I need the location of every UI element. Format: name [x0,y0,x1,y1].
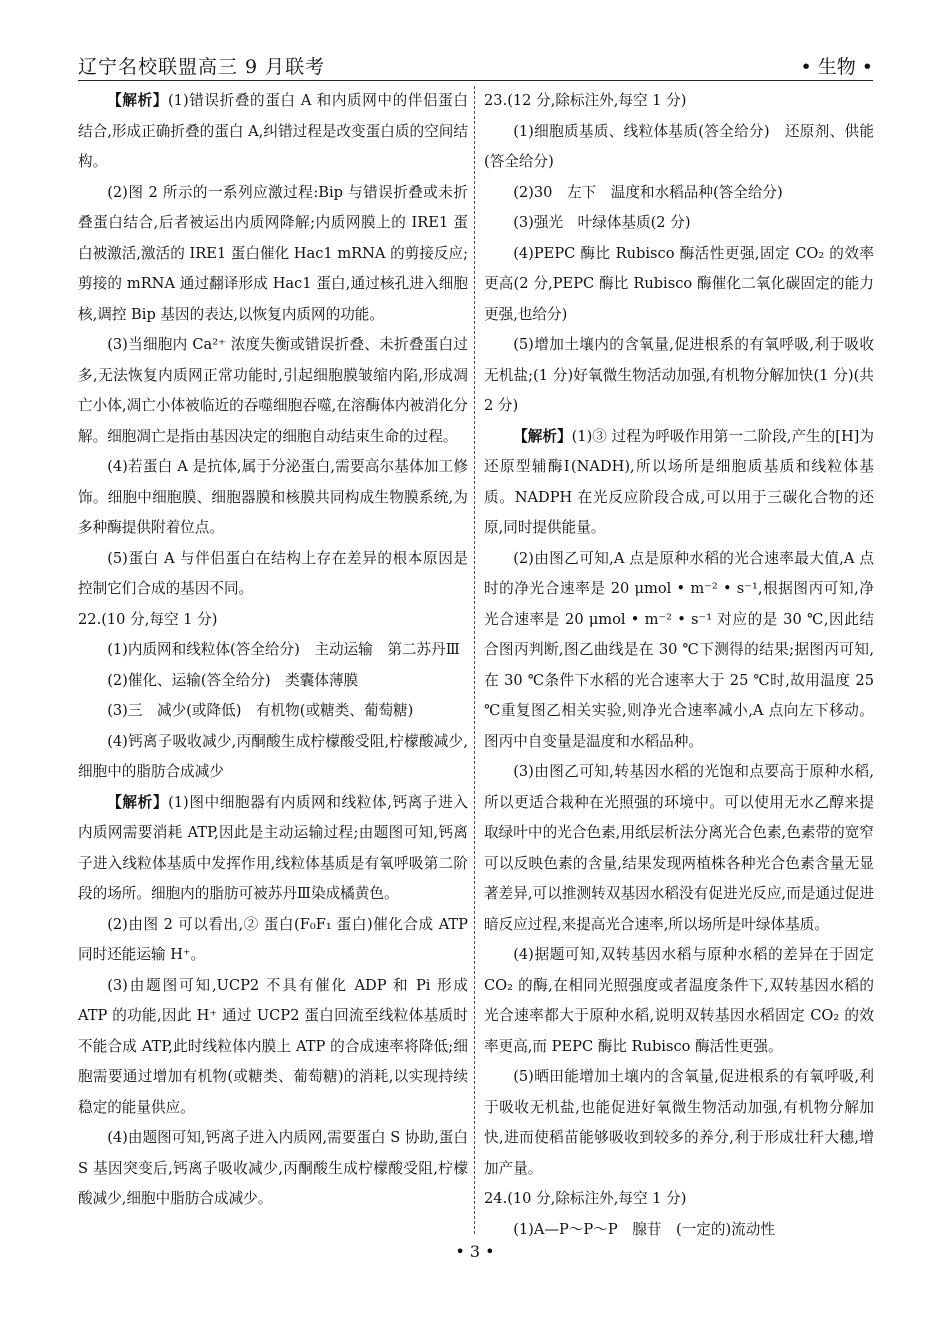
answer-paragraph [484,239,874,331]
answer-paragraph [78,727,468,788]
paragraph-text: (4)PEPC 酶比 Rubisco 酶活性更强,固定 CO₂ 的效率更高(2 分,PEPC 酶比 Rubisco 酶催化二氧化碳固定的能力更强,也给分) [484,244,874,323]
paragraph-text: (3)当细胞内 Ca²⁺ 浓度失衡或错误折叠、未折叠蛋白过多,无法恢复内质网正常功能时,引起细胞膜皱缩内陷,形成凋亡小体,凋亡小体被临近的吞噬细胞吞噬,在溶酶体内被消化分解。细胞凋亡是指由基因决定的细胞自动结束生命的过程。 [78,336,468,445]
paragraph-text: 24.(10 分,除标注外,每空 1 分) [484,1190,687,1207]
answer-paragraph [78,452,468,544]
paragraph-text: (4)据题可知,双转基因水稻与原种水稻的差异在于固定 CO₂ 的酶,在相同光照强度或者温度条件下,双转基因水稻的光合速率都大于原种水稻,说明双转基因水稻固定 CO₂ 的效率更高,而 PEPC 酶比 Rubisco 酶活性更强。 [484,946,874,1055]
paragraph-text: (4)由题图可知,钙离子进入内质网,需要蛋白 S 协助,蛋白 S 基因突变后,钙离子吸收减少,丙酮酸生成柠檬酸受阻,柠檬酸减少,细胞中脂肪合成减少。 [78,1129,468,1207]
subject-label: • 生物 • [800,56,873,78]
paragraph-text: (1)③ 过程为呼吸作用第一二阶段,产生的[H]为还原型辅酶Ⅰ(NADH),所以场所是细胞质基质和线粒体基质。NADPH 在光反应阶段合成,可以用于三碳化合物的还原,同时提供能量。 [484,427,874,536]
paragraph-text: (2)图 2 所示的一系列应激过程:Bip 与错误折叠或未折叠蛋白结合,后者被运出内质网降解;内质网膜上的 IRE1 蛋白被激活,激活的 IRE1 蛋白催化 Hac1 mRNA 的剪接反应;剪接的 mRNA 通过翻译形成 Hac1 蛋白,通过核孔进入细胞核,调控 Bip 基因的表达,以恢复内质网的功能。 [78,183,468,323]
exam-title: 辽宁名校联盟高三 9 月联考 [78,56,326,78]
answer-paragraph [78,635,468,666]
paragraph-text: (5)晒田能增加土壤内的含氧量,促进根系的有氧呼吸,利于吸收无机盐,也能促进好氧微生物活动加强,有机物分解加快,进而使稻苗能够吸收到较多的养分,利于形成壮秆大穗,增加产量。 [484,1068,874,1177]
page-number: • 3 • [455,1242,495,1261]
left-column [78,86,468,1215]
answer-paragraph [484,208,874,239]
paragraph-text: (3)由题图可知,UCP2 不具有催化 ADP 和 Pi 形成 ATP 的功能,因此 H⁺ 通过 UCP2 蛋白回流至线粒体基质时不能合成 ATP,此时线粒体内膜上 ATP 的合成速率将降低;细胞需要通过增加有机物(或糖类、葡萄糖)的消耗,以实现持续稳定的能量供应。 [78,976,468,1116]
answer-paragraph [484,178,874,209]
question-heading [484,1184,874,1215]
paragraph-text: (2)催化、运输(答全给分) 类囊体薄膜 [107,671,359,689]
analysis-label: 【解析】 [107,92,168,109]
paragraph-text: (1)错误折叠的蛋白 A 和内质网中的伴侣蛋白结合,形成正确折叠的蛋白 A,纠错过程是改变蛋白质的空间结构。 [78,92,468,170]
paragraph-text: (1)内质网和线粒体(答全给分) 主动运输 第二苏丹Ⅲ [107,641,460,658]
paragraph-text: (3)由图乙可知,转基因水稻的光饱和点要高于原种水稻,所以更适合栽种在光照强的环境中。可以使用无水乙醇来提取绿叶中的光合色素,用纸层析法分离光合色素,色素带的宽窄可以反映色素的含量,结果发现两植株各种光合色素含量无显著差异,可以推测转双基因水稻没有促进光反应,而是通过促进暗反应过程,来提高光合速率,所以场所是叶绿体基质。 [484,763,874,933]
paragraph-text: (2)由图乙可知,A 点是原种水稻的光合速率最大值,A 点时的净光合速率是 20 μmol • m⁻² • s⁻¹,根据图丙可知,净光合速率是 20 μmol • m⁻² • s⁻¹ 对应的是 30 ℃,因此结合图丙判断,图乙曲线是在 30 ℃下测得的结果;据图丙可知,在 30 ℃条件下水稻的光合速率大于 25 ℃时,故用温度 25 ℃重复图乙相关实验,则净光合速率减小,A 点向左下移动。图丙中自变量是温度和水稻品种。 [484,549,874,750]
paragraph-text: (1)A—P～P～P 腺苷 (一定的)流动性 [513,1220,775,1238]
paragraph-text: (5)蛋白 A 与伴侣蛋白在结构上存在差异的根本原因是控制它们合成的基因不同。 [78,549,468,597]
paragraph-text: (1)细胞质基质、线粒体基质(答全给分) 还原剂、供能(答全给分) [484,122,874,170]
answer-paragraph [78,666,468,697]
paragraph-text: (5)增加土壤内的含氧量,促进根系的有氧呼吸,利于吸收无机盐;(1 分)好氧微生物活动加强,有机物分解加快(1 分)(共 2 分) [484,336,874,414]
answer-paragraph [484,757,874,940]
answer-paragraph [78,330,468,452]
paragraph-text: (3)强光 叶绿体基质(2 分) [513,214,691,231]
question-heading [484,86,874,117]
analysis-label: 【解析】 [107,793,169,811]
question-heading [78,605,468,636]
paragraph-text: 23.(12 分,除标注外,每空 1 分) [484,92,687,109]
answer-paragraph [484,544,874,758]
answer-paragraph [484,117,874,178]
analysis-paragraph [78,788,468,910]
answer-paragraph [484,330,874,422]
paragraph-text: (1)图中细胞器有内质网和线粒体,钙离子进入内质网需要消耗 ATP,因此是主动运输过程;由题图可知,钙离子进入线粒体基质中发挥作用,线粒体基质是有氧呼吸第二阶段的场所。细胞内的脂肪可被苏丹Ⅲ染成橘黄色。 [78,793,468,902]
paragraph-text: (2)30 左下 温度和水稻品种(答全给分) [513,183,783,201]
answer-paragraph [484,1215,874,1246]
paragraph-text: (2)由图 2 可以看出,② 蛋白(F₀F₁ 蛋白)催化合成 ATP 同时还能运输 H⁺。 [78,915,468,963]
paragraph-text: (4)钙离子吸收减少,丙酮酸生成柠檬酸受阻,柠檬酸减少,细胞中的脂肪合成减少 [78,732,468,780]
answer-paragraph [484,940,874,1062]
answer-paragraph [484,1062,874,1184]
answer-paragraph [78,1123,468,1215]
answer-paragraph [78,971,468,1124]
answer-paragraph [78,910,468,971]
column-divider [474,86,475,1234]
answer-paragraph [78,178,468,331]
paragraph-text: (3)三 减少(或降低) 有机物(或糖类、葡萄糖) [107,702,414,719]
analysis-label: 【解析】 [513,427,572,445]
analysis-paragraph [78,86,468,178]
right-column [484,86,874,1245]
paragraph-text: 22.(10 分,每空 1 分) [78,610,218,628]
page-header [78,50,873,81]
answer-paragraph [78,696,468,727]
answer-paragraph [78,544,468,605]
analysis-paragraph [484,422,874,544]
paragraph-text: (4)若蛋白 A 是抗体,属于分泌蛋白,需要高尔基体加工修饰。细胞中细胞膜、细胞器膜和核膜共同构成生物膜系统,为多种酶提供附着位点。 [78,458,468,536]
